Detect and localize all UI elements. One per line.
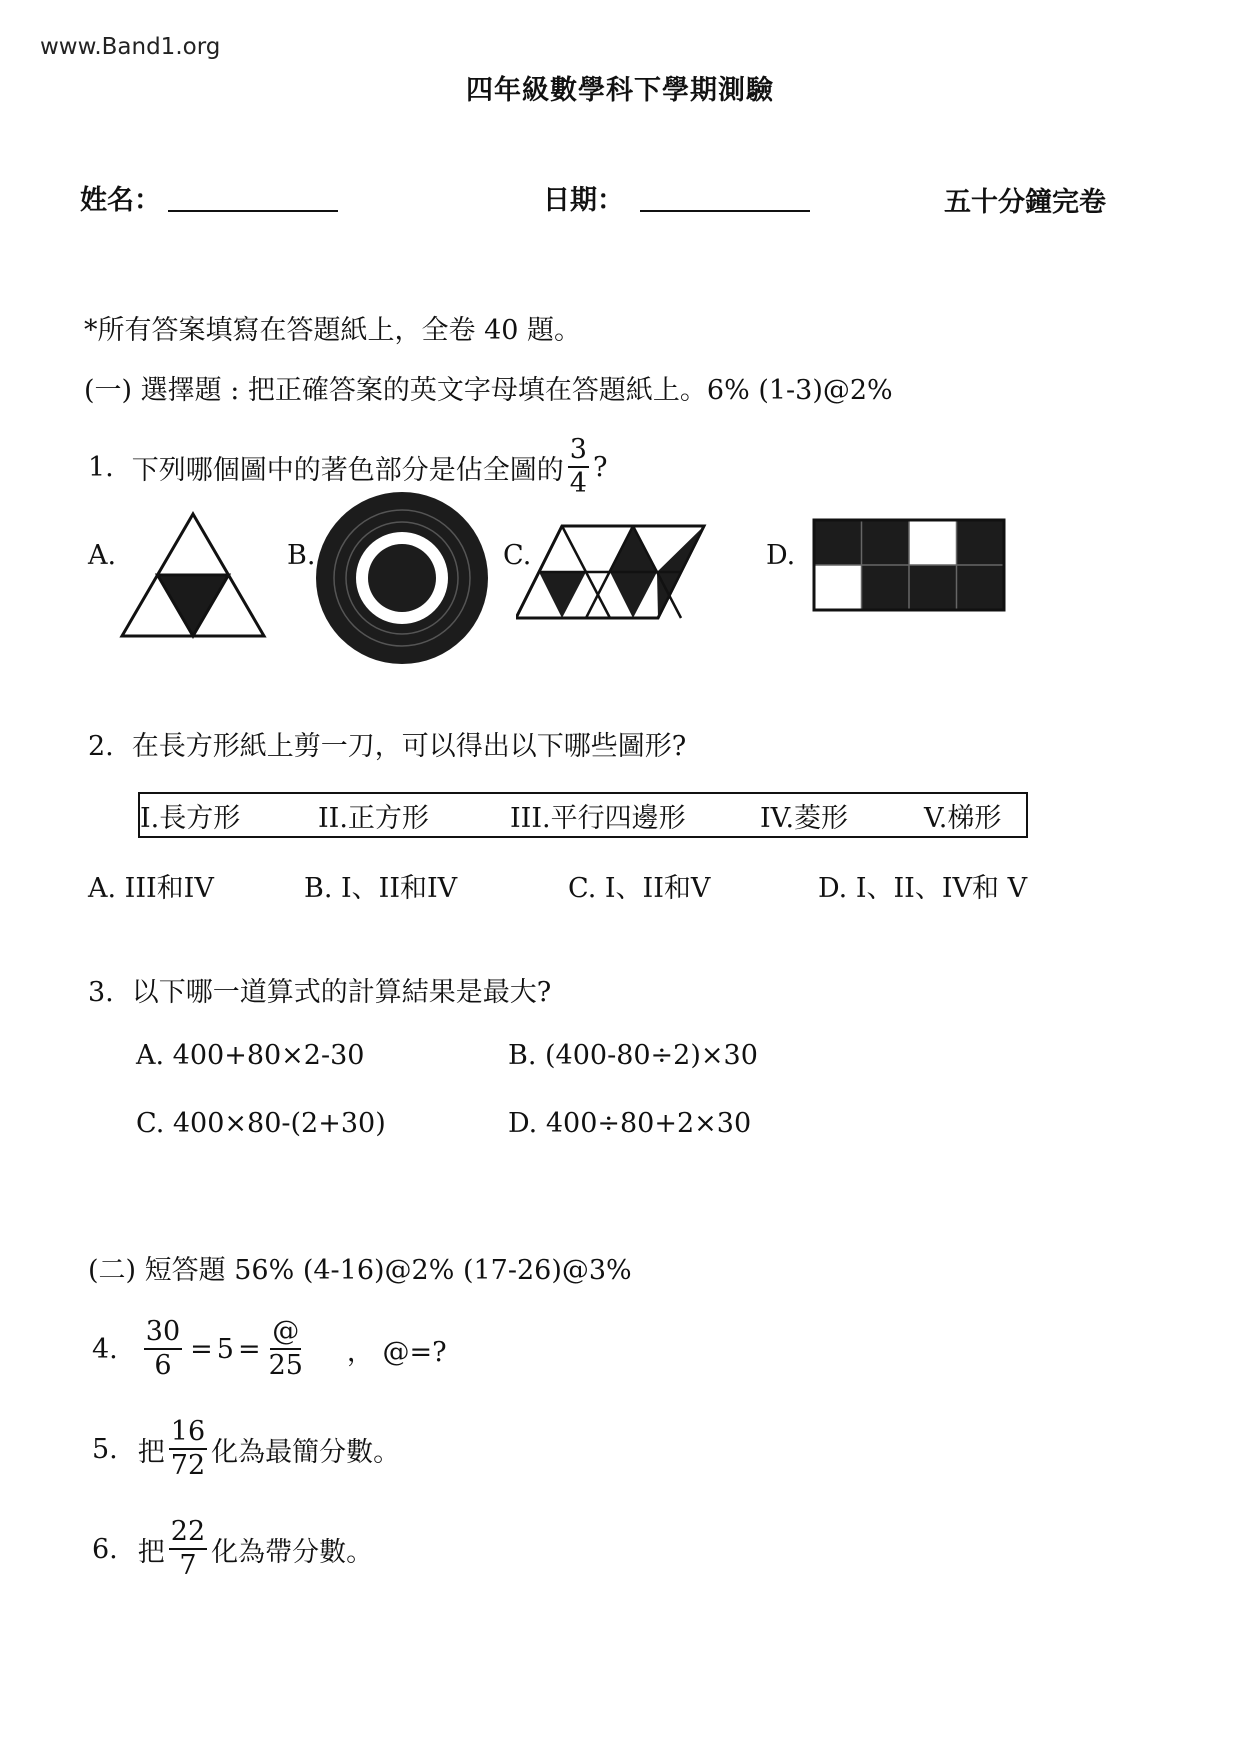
q4-eq1: = xyxy=(190,1333,213,1365)
q1-text: 下列哪個圖中的著色部分是佔全圖的 xyxy=(131,454,564,486)
q1-option-b-label: B. xyxy=(287,540,316,571)
q5-question xyxy=(92,1418,400,1481)
q2-item-5: V.梯形 xyxy=(924,803,1002,834)
q2-option-d[interactable]: D. I、II、IV和 V xyxy=(818,873,1028,904)
q1-option-d-label: D. xyxy=(766,540,796,571)
q4-eq2: = xyxy=(237,1333,261,1365)
section2-heading: (二) 短答題 56% (4-16)@2% (17-26)@3% xyxy=(88,1255,632,1286)
q4-f1-num: 30 xyxy=(144,1318,182,1350)
section1-heading: (一) 選擇題 : 把正確答案的英文字母填在答題紙上。6% (1-3)@2% xyxy=(84,375,893,406)
q1-shape-c[interactable] xyxy=(516,524,754,620)
q5-pre: 把 xyxy=(137,1436,165,1468)
page-title: 四年級數學科下學期測驗 xyxy=(466,75,774,106)
q2-option-c[interactable]: C. I、II和V xyxy=(568,873,711,904)
q3-option-b[interactable]: B. (400-80÷2)×30 xyxy=(508,1040,758,1071)
q5-post: 化為最簡分數。 xyxy=(211,1436,401,1468)
q1-shape-b[interactable] xyxy=(314,490,490,666)
q4-f2-den: 25 xyxy=(268,1350,303,1382)
q2-number: 2. xyxy=(88,731,114,762)
q4-f1-den: 6 xyxy=(154,1350,172,1382)
q3-text: 以下哪一道算式的計算結果是最大? xyxy=(131,977,552,1008)
name-label: 姓名： xyxy=(80,185,161,216)
q4-question xyxy=(92,1318,447,1381)
q6-post: 化為帶分數。 xyxy=(211,1536,374,1568)
q2-item-2: II.正方形 xyxy=(318,803,429,834)
q3-option-d[interactable]: D. 400÷80+2×30 xyxy=(508,1108,752,1139)
q1-frac-num: 3 xyxy=(568,436,589,468)
q5-num: 16 xyxy=(169,1418,207,1450)
q2-text: 在長方形紙上剪一刀，可以得出以下哪些圖形? xyxy=(131,731,687,762)
q6-num: 22 xyxy=(169,1518,207,1550)
q4-tail: ， @=? xyxy=(346,1336,447,1368)
q5-number: 5. xyxy=(92,1433,118,1465)
date-label: 日期： xyxy=(543,185,624,216)
q4-number: 4. xyxy=(92,1333,118,1365)
q6-den: 7 xyxy=(179,1550,197,1582)
q1-option-c-label: C. xyxy=(503,540,532,571)
q6-fraction xyxy=(169,1518,207,1581)
q5-fraction xyxy=(169,1418,207,1481)
q2-option-a[interactable]: A. III和IV xyxy=(88,873,214,904)
name-blank[interactable] xyxy=(168,210,338,212)
watermark: www.Band1.org xyxy=(40,34,221,60)
q2-option-b[interactable]: B. I、II和IV xyxy=(304,873,458,904)
q1-fraction xyxy=(568,436,589,499)
q2-question xyxy=(88,724,686,763)
q4-f2-num: @ xyxy=(270,1318,301,1350)
q3-option-c[interactable]: C. 400×80-(2+30) xyxy=(136,1108,386,1139)
q4-mid: 5 xyxy=(216,1333,234,1365)
q2-item-4: IV.菱形 xyxy=(760,803,849,834)
q4-fraction-1 xyxy=(144,1318,182,1381)
q4-fraction-2 xyxy=(269,1318,303,1381)
q3-number: 3. xyxy=(88,977,114,1008)
instruction: *所有答案填寫在答題紙上，全卷 40 題。 xyxy=(84,315,582,346)
time-limit: 五十分鐘完卷 xyxy=(944,187,1106,218)
date-blank[interactable] xyxy=(640,210,810,212)
q1-option-a-label: A. xyxy=(88,540,117,571)
q2-item-1: I.長方形 xyxy=(140,803,241,834)
q3-question xyxy=(88,970,551,1009)
q1-shape-a[interactable] xyxy=(118,510,268,640)
q6-question xyxy=(92,1518,373,1581)
q2-item-3: III.平行四邊形 xyxy=(510,803,686,834)
q5-den: 72 xyxy=(170,1450,206,1482)
q6-number: 6. xyxy=(92,1533,118,1565)
q1-end: ? xyxy=(592,451,608,483)
q3-option-a[interactable]: A. 400+80×2-30 xyxy=(136,1040,365,1071)
q6-pre: 把 xyxy=(137,1536,165,1568)
q1-number: 1. xyxy=(88,451,114,483)
q1-shape-d[interactable] xyxy=(812,518,1006,612)
q1-frac-den: 4 xyxy=(569,468,587,500)
